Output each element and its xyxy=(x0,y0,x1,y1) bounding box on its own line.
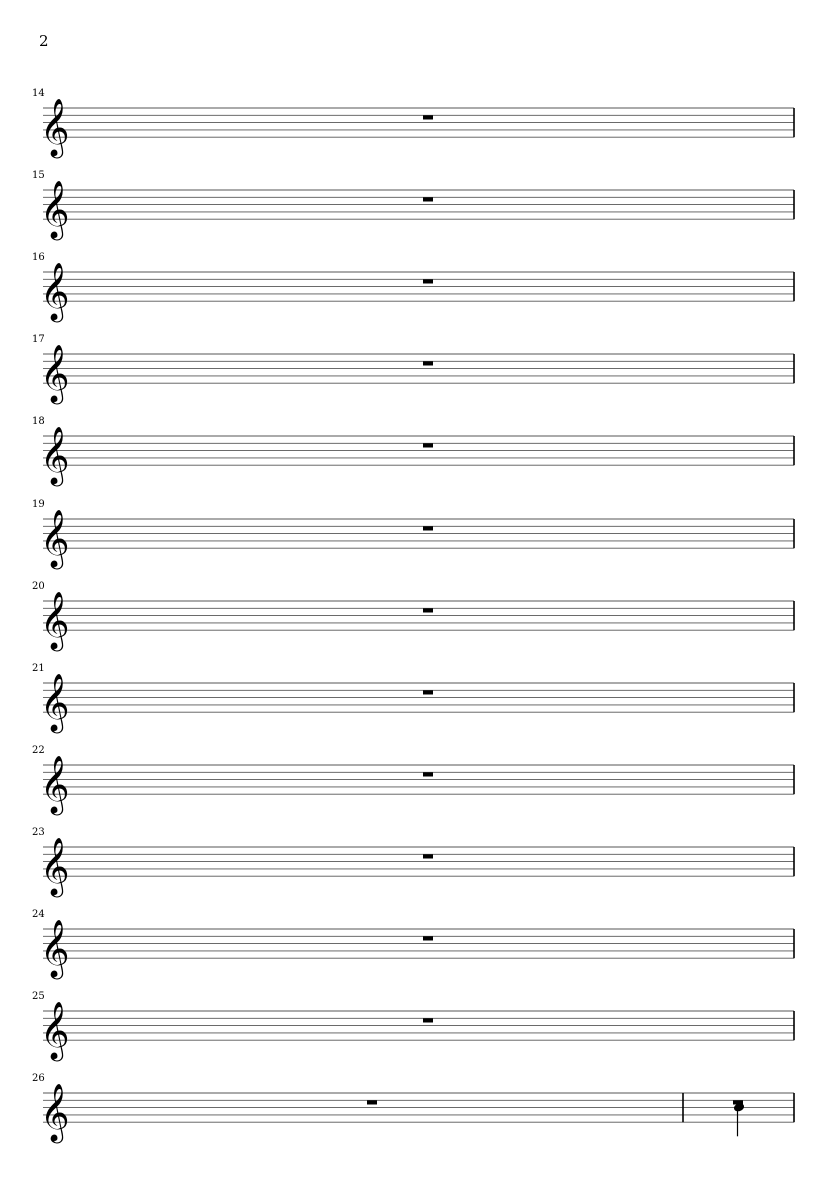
whole-rest-icon xyxy=(423,115,433,119)
measure-number: 20 xyxy=(32,580,45,592)
treble-clef-icon: 𝄞 xyxy=(40,590,70,649)
measure-number: 17 xyxy=(32,334,45,346)
measure-number: 15 xyxy=(32,170,45,182)
page-number: 2 xyxy=(39,32,49,50)
staff-system xyxy=(0,1075,835,1157)
whole-rest-icon xyxy=(423,279,433,283)
staff-system xyxy=(0,580,835,665)
treble-clef-icon: 𝄞 xyxy=(40,754,70,813)
whole-rest-icon xyxy=(423,362,433,366)
whole-rest-icon xyxy=(423,1018,433,1022)
measure-number: 14 xyxy=(32,88,45,99)
whole-rest-icon xyxy=(423,690,433,694)
staff xyxy=(0,90,835,172)
staff xyxy=(0,826,835,911)
measure-number: 24 xyxy=(32,909,45,920)
staff-system xyxy=(0,826,835,911)
measure-number: 23 xyxy=(32,826,45,838)
treble-clef-icon: 𝄞 xyxy=(40,836,70,895)
staff xyxy=(0,1075,835,1157)
staff xyxy=(0,662,835,747)
staff-system xyxy=(0,993,835,1075)
measure-number: 25 xyxy=(32,991,45,1003)
staff-system xyxy=(0,662,835,747)
staff xyxy=(0,498,835,583)
treble-clef-icon: 𝄞 xyxy=(40,180,70,239)
staff xyxy=(0,336,835,418)
treble-clef-icon: 𝄞 xyxy=(40,1083,70,1142)
staff xyxy=(0,911,835,993)
whole-rest-icon xyxy=(423,526,433,530)
whole-rest-icon xyxy=(367,1100,377,1104)
treble-clef-icon: 𝄞 xyxy=(40,672,70,731)
staff-system xyxy=(0,336,835,418)
treble-clef-icon: 𝄞 xyxy=(40,426,70,485)
staff-system xyxy=(0,498,835,583)
measure-number: 21 xyxy=(32,662,45,674)
treble-clef-icon: 𝄞 xyxy=(40,1001,70,1060)
staff xyxy=(0,254,835,336)
measure-number: 18 xyxy=(32,416,45,428)
whole-rest-icon xyxy=(423,608,433,612)
staff-system xyxy=(0,911,835,993)
measure-number: 16 xyxy=(32,252,45,264)
measure-number: 19 xyxy=(32,498,45,510)
treble-clef-icon: 𝄞 xyxy=(40,508,70,567)
staff-system xyxy=(0,254,835,336)
staff-system xyxy=(0,172,835,254)
treble-clef-icon: 𝄞 xyxy=(40,262,70,321)
whole-rest-icon xyxy=(423,197,433,201)
treble-clef-icon: 𝄞 xyxy=(40,919,70,977)
treble-clef-icon: 𝄞 xyxy=(40,98,70,156)
staff xyxy=(0,418,835,500)
staff xyxy=(0,993,835,1075)
staff xyxy=(0,580,835,665)
staff-system xyxy=(0,418,835,500)
whole-rest-icon xyxy=(423,444,433,448)
whole-rest-icon xyxy=(423,854,433,858)
staff-system xyxy=(0,90,835,172)
staff-system xyxy=(0,744,835,829)
whole-rest-icon xyxy=(423,772,433,776)
whole-rest-icon xyxy=(423,936,433,940)
staff xyxy=(0,744,835,829)
staff xyxy=(0,172,835,254)
treble-clef-icon: 𝄞 xyxy=(40,344,70,403)
measure-number: 26 xyxy=(32,1073,45,1085)
measure-number: 22 xyxy=(32,744,45,756)
